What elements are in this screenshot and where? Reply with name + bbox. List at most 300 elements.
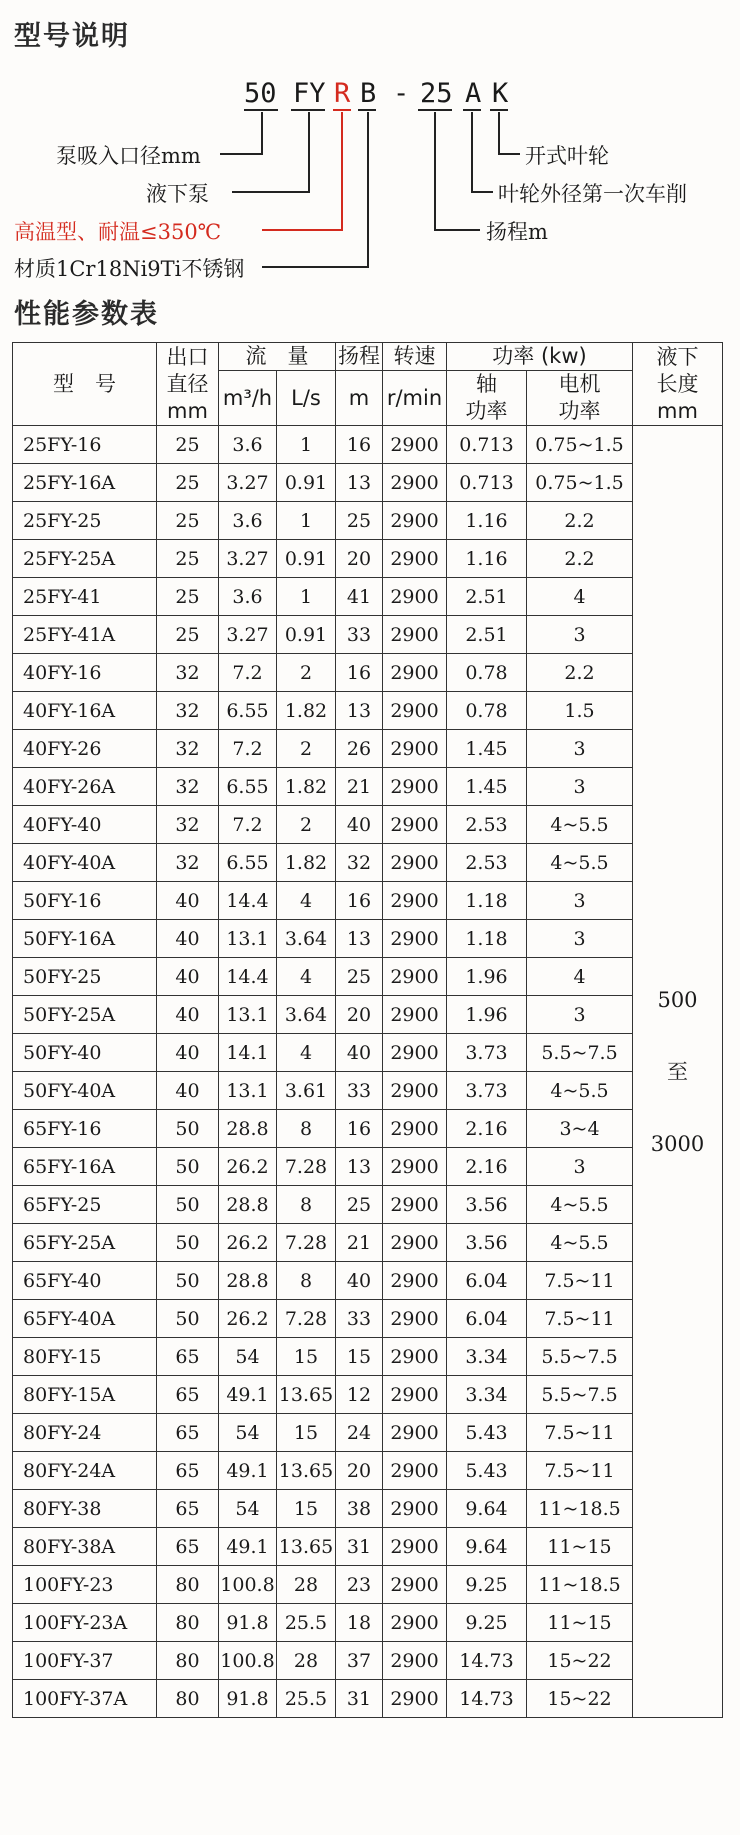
table-cell: 16 xyxy=(336,426,383,464)
table-cell: 1 xyxy=(277,578,336,616)
table-cell: 0.713 xyxy=(447,464,527,502)
table-cell: 4~5.5 xyxy=(527,844,633,882)
table-cell: 14.4 xyxy=(219,882,277,920)
table-cell: 13.1 xyxy=(219,1072,277,1110)
table-cell: 9.64 xyxy=(447,1528,527,1566)
table-cell: 40FY-26A xyxy=(13,768,157,806)
table-cell: 33 xyxy=(336,616,383,654)
table-cell: 80 xyxy=(157,1642,219,1680)
table-cell: 16 xyxy=(336,1110,383,1148)
table-cell: 7.2 xyxy=(219,730,277,768)
table-cell: 80FY-38 xyxy=(13,1490,157,1528)
table-cell: 2.2 xyxy=(527,540,633,578)
table-cell: 40 xyxy=(157,882,219,920)
table-cell: 2900 xyxy=(383,882,447,920)
code-part-dash: - xyxy=(393,78,410,109)
table-cell: 40FY-16A xyxy=(13,692,157,730)
table-cell: 2900 xyxy=(383,1490,447,1528)
table-cell: 13 xyxy=(336,464,383,502)
table-cell: 7.2 xyxy=(219,806,277,844)
table-row xyxy=(13,502,723,540)
table-cell: 26.2 xyxy=(219,1148,277,1186)
table-cell: 2900 xyxy=(383,920,447,958)
table-cell: 23 xyxy=(336,1566,383,1604)
table-cell: 1 xyxy=(277,502,336,540)
table-cell: 2900 xyxy=(383,1680,447,1718)
table-cell: 25 xyxy=(336,958,383,996)
table-cell: 49.1 xyxy=(219,1452,277,1490)
table-cell: 25 xyxy=(157,540,219,578)
table-cell: 28.8 xyxy=(219,1110,277,1148)
table-cell: 2900 xyxy=(383,502,447,540)
table-cell: 3.34 xyxy=(447,1376,527,1414)
table-cell: 2.51 xyxy=(447,616,527,654)
table-cell: 2 xyxy=(277,730,336,768)
table-row xyxy=(13,1186,723,1224)
table-row xyxy=(13,730,723,768)
table-cell: 32 xyxy=(157,806,219,844)
table-row xyxy=(13,1414,723,1452)
table-cell: 18 xyxy=(336,1604,383,1642)
table-cell: 50FY-40 xyxy=(13,1034,157,1072)
table-cell: 40 xyxy=(157,996,219,1034)
table-row xyxy=(13,464,723,502)
table-cell: 2.51 xyxy=(447,578,527,616)
table-cell: 2900 xyxy=(383,426,447,464)
table-cell: 15 xyxy=(277,1338,336,1376)
table-cell: 7.28 xyxy=(277,1300,336,1338)
table-cell: 2900 xyxy=(383,1528,447,1566)
table-cell: 25.5 xyxy=(277,1680,336,1718)
table-cell: 25FY-25 xyxy=(13,502,157,540)
table-cell: 4 xyxy=(527,958,633,996)
table-cell: 50FY-16A xyxy=(13,920,157,958)
performance-table xyxy=(12,342,723,1718)
table-row xyxy=(13,806,723,844)
table-cell: 80 xyxy=(157,1566,219,1604)
table-cell: 2.53 xyxy=(447,806,527,844)
table-cell: 2900 xyxy=(383,1300,447,1338)
table-cell: 7.28 xyxy=(277,1148,336,1186)
table-cell: 50 xyxy=(157,1186,219,1224)
table-cell: 28.8 xyxy=(219,1262,277,1300)
table-row xyxy=(13,920,723,958)
label-material: 材质1Cr18Ni9Ti不锈钢 xyxy=(14,257,245,281)
table-cell: 5.5~7.5 xyxy=(527,1376,633,1414)
table-cell: 24 xyxy=(336,1414,383,1452)
table-cell: 7.5~11 xyxy=(527,1452,633,1490)
table-cell: 40 xyxy=(157,958,219,996)
table-cell: 1.96 xyxy=(447,958,527,996)
table-cell: 33 xyxy=(336,1072,383,1110)
table-cell: 14.73 xyxy=(447,1680,527,1718)
table-cell: 11~15 xyxy=(527,1604,633,1642)
table-cell: 9.64 xyxy=(447,1490,527,1528)
table-cell: 2900 xyxy=(383,958,447,996)
table-row xyxy=(13,1300,723,1338)
header-speed-unit: r/min xyxy=(383,371,447,426)
table-cell: 0.78 xyxy=(447,692,527,730)
table-cell: 40 xyxy=(157,920,219,958)
table-cell: 2.53 xyxy=(447,844,527,882)
table-cell: 4 xyxy=(277,882,336,920)
table-cell: 2900 xyxy=(383,1376,447,1414)
table-row xyxy=(13,1072,723,1110)
table-cell: 2900 xyxy=(383,1566,447,1604)
table-cell: 2900 xyxy=(383,1262,447,1300)
table-row xyxy=(13,1604,723,1642)
table-cell: 1 xyxy=(277,426,336,464)
table-cell: 3.6 xyxy=(219,426,277,464)
table-cell: 65FY-25A xyxy=(13,1224,157,1262)
table-row xyxy=(13,1224,723,1262)
table-cell: 65FY-40A xyxy=(13,1300,157,1338)
table-row xyxy=(13,1490,723,1528)
table-cell: 32 xyxy=(157,844,219,882)
table-cell: 100.8 xyxy=(219,1566,277,1604)
table-cell: 7.2 xyxy=(219,654,277,692)
table-row xyxy=(13,958,723,996)
code-part-b: B xyxy=(360,78,377,109)
header-head: 扬程 xyxy=(336,343,383,371)
table-cell: 50 xyxy=(157,1148,219,1186)
submerged-length-range xyxy=(633,426,723,1718)
table-cell: 16 xyxy=(336,882,383,920)
performance-table-heading: 性能参数表 xyxy=(14,299,159,330)
table-cell: 1.18 xyxy=(447,920,527,958)
table-cell: 54 xyxy=(219,1490,277,1528)
table-cell: 0.75~1.5 xyxy=(527,464,633,502)
header-head-unit: m xyxy=(336,371,383,426)
table-cell: 65 xyxy=(157,1376,219,1414)
table-cell: 4~5.5 xyxy=(527,1224,633,1262)
table-cell: 13.65 xyxy=(277,1376,336,1414)
table-cell: 3.64 xyxy=(277,996,336,1034)
table-row xyxy=(13,1148,723,1186)
table-cell: 91.8 xyxy=(219,1680,277,1718)
table-cell: 3 xyxy=(527,730,633,768)
code-part-head: 25 xyxy=(420,78,453,109)
table-cell: 2.16 xyxy=(447,1110,527,1148)
table-cell: 13.1 xyxy=(219,996,277,1034)
table-cell: 6.55 xyxy=(219,692,277,730)
table-cell: 8 xyxy=(277,1262,336,1300)
table-cell: 37 xyxy=(336,1642,383,1680)
header-shaft-power: 轴 功率 xyxy=(447,371,527,426)
table-cell: 0.78 xyxy=(447,654,527,692)
table-cell: 2.2 xyxy=(527,654,633,692)
table-cell: 20 xyxy=(336,1452,383,1490)
table-cell: 65FY-16A xyxy=(13,1148,157,1186)
table-cell: 25FY-16 xyxy=(13,426,157,464)
table-row xyxy=(13,654,723,692)
table-cell: 8 xyxy=(277,1110,336,1148)
table-row xyxy=(13,1642,723,1680)
table-cell: 0.75~1.5 xyxy=(527,426,633,464)
table-cell: 100FY-37 xyxy=(13,1642,157,1680)
table-cell: 50FY-25 xyxy=(13,958,157,996)
table-cell: 11~15 xyxy=(527,1528,633,1566)
table-cell: 25FY-41 xyxy=(13,578,157,616)
table-cell: 32 xyxy=(157,768,219,806)
table-cell: 28 xyxy=(277,1642,336,1680)
table-cell: 13 xyxy=(336,920,383,958)
table-cell: 1.82 xyxy=(277,768,336,806)
table-cell: 3.6 xyxy=(219,502,277,540)
table-cell: 2900 xyxy=(383,844,447,882)
table-cell: 6.04 xyxy=(447,1262,527,1300)
header-flow-ls: L/s xyxy=(277,371,336,426)
table-cell: 25.5 xyxy=(277,1604,336,1642)
table-cell: 1.16 xyxy=(447,502,527,540)
table-cell: 2900 xyxy=(383,654,447,692)
table-cell: 2900 xyxy=(383,768,447,806)
table-cell: 6.04 xyxy=(447,1300,527,1338)
table-cell: 25 xyxy=(336,1186,383,1224)
table-cell: 26.2 xyxy=(219,1300,277,1338)
label-suction-diameter: 泵吸入口径mm xyxy=(56,144,201,168)
table-cell: 25 xyxy=(157,616,219,654)
table-cell: 2900 xyxy=(383,1642,447,1680)
table-row xyxy=(13,1110,723,1148)
table-cell: 7.5~11 xyxy=(527,1262,633,1300)
table-cell: 65FY-16 xyxy=(13,1110,157,1148)
table-row xyxy=(13,1566,723,1604)
table-cell: 65 xyxy=(157,1490,219,1528)
table-cell: 2900 xyxy=(383,1224,447,1262)
table-cell: 40FY-40A xyxy=(13,844,157,882)
table-cell: 91.8 xyxy=(219,1604,277,1642)
table-cell: 4 xyxy=(277,958,336,996)
table-cell: 20 xyxy=(336,996,383,1034)
table-cell: 40 xyxy=(336,806,383,844)
label-open-impeller: 开式叶轮 xyxy=(525,144,609,168)
table-cell: 0.91 xyxy=(277,464,336,502)
table-cell: 25 xyxy=(336,502,383,540)
table-cell: 25FY-16A xyxy=(13,464,157,502)
table-cell: 100.8 xyxy=(219,1642,277,1680)
table-cell: 100FY-23 xyxy=(13,1566,157,1604)
table-cell: 2900 xyxy=(383,578,447,616)
table-cell: 28 xyxy=(277,1566,336,1604)
table-cell: 40 xyxy=(157,1072,219,1110)
table-cell: 80 xyxy=(157,1604,219,1642)
table-cell: 50 xyxy=(157,1110,219,1148)
label-head: 扬程m xyxy=(486,220,548,244)
table-cell: 50 xyxy=(157,1262,219,1300)
table-cell: 4~5.5 xyxy=(527,806,633,844)
table-cell: 80 xyxy=(157,1680,219,1718)
table-cell: 65FY-25 xyxy=(13,1186,157,1224)
table-cell: 3.27 xyxy=(219,464,277,502)
table-cell: 25 xyxy=(157,426,219,464)
table-cell: 13 xyxy=(336,692,383,730)
table-cell: 1.5 xyxy=(527,692,633,730)
header-flow-m3h: m³/h xyxy=(219,371,277,426)
table-cell: 2900 xyxy=(383,1338,447,1376)
table-cell: 54 xyxy=(219,1338,277,1376)
table-cell: 100FY-37A xyxy=(13,1680,157,1718)
table-cell: 6.55 xyxy=(219,768,277,806)
header-outlet: 出口 直径 mm xyxy=(157,343,219,426)
table-cell: 4 xyxy=(277,1034,336,1072)
table-row xyxy=(13,578,723,616)
table-cell: 2900 xyxy=(383,692,447,730)
label-high-temp: 高温型、耐温≤350℃ xyxy=(14,220,222,244)
code-part-k: K xyxy=(492,78,509,109)
table-cell: 2900 xyxy=(383,806,447,844)
table-row xyxy=(13,540,723,578)
table-cell: 49.1 xyxy=(219,1528,277,1566)
table-cell: 2900 xyxy=(383,730,447,768)
table-cell: 3.73 xyxy=(447,1034,527,1072)
table-cell: 31 xyxy=(336,1528,383,1566)
table-cell: 15 xyxy=(277,1414,336,1452)
table-cell: 14.1 xyxy=(219,1034,277,1072)
table-cell: 32 xyxy=(336,844,383,882)
table-cell: 1.82 xyxy=(277,844,336,882)
table-cell: 3.27 xyxy=(219,616,277,654)
table-cell: 1.18 xyxy=(447,882,527,920)
table-cell: 65 xyxy=(157,1338,219,1376)
table-cell: 54 xyxy=(219,1414,277,1452)
table-row xyxy=(13,882,723,920)
table-row xyxy=(13,1262,723,1300)
table-cell: 9.25 xyxy=(447,1604,527,1642)
table-cell: 2900 xyxy=(383,996,447,1034)
table-cell: 5.43 xyxy=(447,1414,527,1452)
table-row xyxy=(13,1034,723,1072)
table-cell: 3 xyxy=(527,882,633,920)
table-cell: 41 xyxy=(336,578,383,616)
table-cell: 65 xyxy=(157,1414,219,1452)
table-cell: 1.82 xyxy=(277,692,336,730)
table-cell: 13.65 xyxy=(277,1452,336,1490)
table-cell: 2900 xyxy=(383,540,447,578)
table-cell: 25 xyxy=(157,502,219,540)
table-cell: 40 xyxy=(157,1034,219,1072)
table-cell: 6.55 xyxy=(219,844,277,882)
table-cell: 40 xyxy=(336,1034,383,1072)
table-cell: 0.713 xyxy=(447,426,527,464)
code-part-a: A xyxy=(465,78,482,109)
table-cell: 14.4 xyxy=(219,958,277,996)
table-cell: 32 xyxy=(157,730,219,768)
table-cell: 1.96 xyxy=(447,996,527,1034)
table-cell: 32 xyxy=(157,654,219,692)
table-cell: 40 xyxy=(336,1262,383,1300)
table-cell: 26 xyxy=(336,730,383,768)
table-cell: 25 xyxy=(157,464,219,502)
table-cell: 15 xyxy=(336,1338,383,1376)
code-part-fy: FY xyxy=(293,78,326,109)
table-cell: 32 xyxy=(157,692,219,730)
table-cell: 33 xyxy=(336,1300,383,1338)
table-cell: 3.61 xyxy=(277,1072,336,1110)
table-cell: 2900 xyxy=(383,1414,447,1452)
table-cell: 2 xyxy=(277,654,336,692)
table-cell: 16 xyxy=(336,654,383,692)
table-cell: 3 xyxy=(527,920,633,958)
table-cell: 2900 xyxy=(383,1148,447,1186)
code-part-size: 50 xyxy=(244,78,277,109)
table-cell: 40FY-40 xyxy=(13,806,157,844)
code-part-r: R xyxy=(334,78,351,109)
table-row xyxy=(13,1680,723,1718)
length-range-part: 3000 xyxy=(650,1131,705,1156)
table-cell: 4~5.5 xyxy=(527,1072,633,1110)
table-cell: 40FY-16 xyxy=(13,654,157,692)
table-cell: 9.25 xyxy=(447,1566,527,1604)
table-row xyxy=(13,426,723,464)
table-cell: 50 xyxy=(157,1300,219,1338)
table-cell: 15~22 xyxy=(527,1680,633,1718)
table-cell: 25FY-41A xyxy=(13,616,157,654)
table-cell: 13 xyxy=(336,1148,383,1186)
table-cell: 40FY-26 xyxy=(13,730,157,768)
table-row xyxy=(13,996,723,1034)
table-cell: 11~18.5 xyxy=(527,1490,633,1528)
table-cell: 26.2 xyxy=(219,1224,277,1262)
table-cell: 31 xyxy=(336,1680,383,1718)
table-cell: 0.91 xyxy=(277,616,336,654)
label-first-cut: 叶轮外径第一次车削 xyxy=(498,182,687,206)
table-cell: 28.8 xyxy=(219,1186,277,1224)
table-cell: 80FY-24A xyxy=(13,1452,157,1490)
table-cell: 7.5~11 xyxy=(527,1414,633,1452)
table-cell: 2900 xyxy=(383,1186,447,1224)
table-cell: 2900 xyxy=(383,1110,447,1148)
table-cell: 2.16 xyxy=(447,1148,527,1186)
table-cell: 12 xyxy=(336,1376,383,1414)
table-cell: 1.45 xyxy=(447,730,527,768)
table-cell: 5.5~7.5 xyxy=(527,1034,633,1072)
table-cell: 2900 xyxy=(383,1604,447,1642)
table-cell: 5.5~7.5 xyxy=(527,1338,633,1376)
table-cell: 2900 xyxy=(383,1452,447,1490)
model-description-heading: 型号说明 xyxy=(14,21,130,52)
length-range-part: 500 xyxy=(657,987,698,1012)
table-row xyxy=(13,844,723,882)
table-cell: 2900 xyxy=(383,1034,447,1072)
table-cell: 11~18.5 xyxy=(527,1566,633,1604)
table-cell: 50FY-25A xyxy=(13,996,157,1034)
table-cell: 7.28 xyxy=(277,1224,336,1262)
length-range-part: 至 xyxy=(667,1059,688,1084)
table-cell: 50FY-40A xyxy=(13,1072,157,1110)
table-cell: 15~22 xyxy=(527,1642,633,1680)
label-submerged-pump: 液下泵 xyxy=(146,182,209,206)
table-cell: 25 xyxy=(157,578,219,616)
table-cell: 2900 xyxy=(383,464,447,502)
table-cell: 3.34 xyxy=(447,1338,527,1376)
header-power: 功率 (kw) xyxy=(447,343,633,371)
table-cell: 3.64 xyxy=(277,920,336,958)
table-cell: 3.56 xyxy=(447,1186,527,1224)
table-cell: 3 xyxy=(527,768,633,806)
table-cell: 5.43 xyxy=(447,1452,527,1490)
table-cell: 20 xyxy=(336,540,383,578)
table-cell: 13.65 xyxy=(277,1528,336,1566)
table-cell: 14.73 xyxy=(447,1642,527,1680)
table-cell: 80FY-38A xyxy=(13,1528,157,1566)
header-submerged-length: 液下 长度 mm xyxy=(633,343,723,426)
table-cell: 65 xyxy=(157,1452,219,1490)
table-row xyxy=(13,768,723,806)
table-cell: 3.56 xyxy=(447,1224,527,1262)
table-cell: 8 xyxy=(277,1186,336,1224)
table-cell: 21 xyxy=(336,1224,383,1262)
